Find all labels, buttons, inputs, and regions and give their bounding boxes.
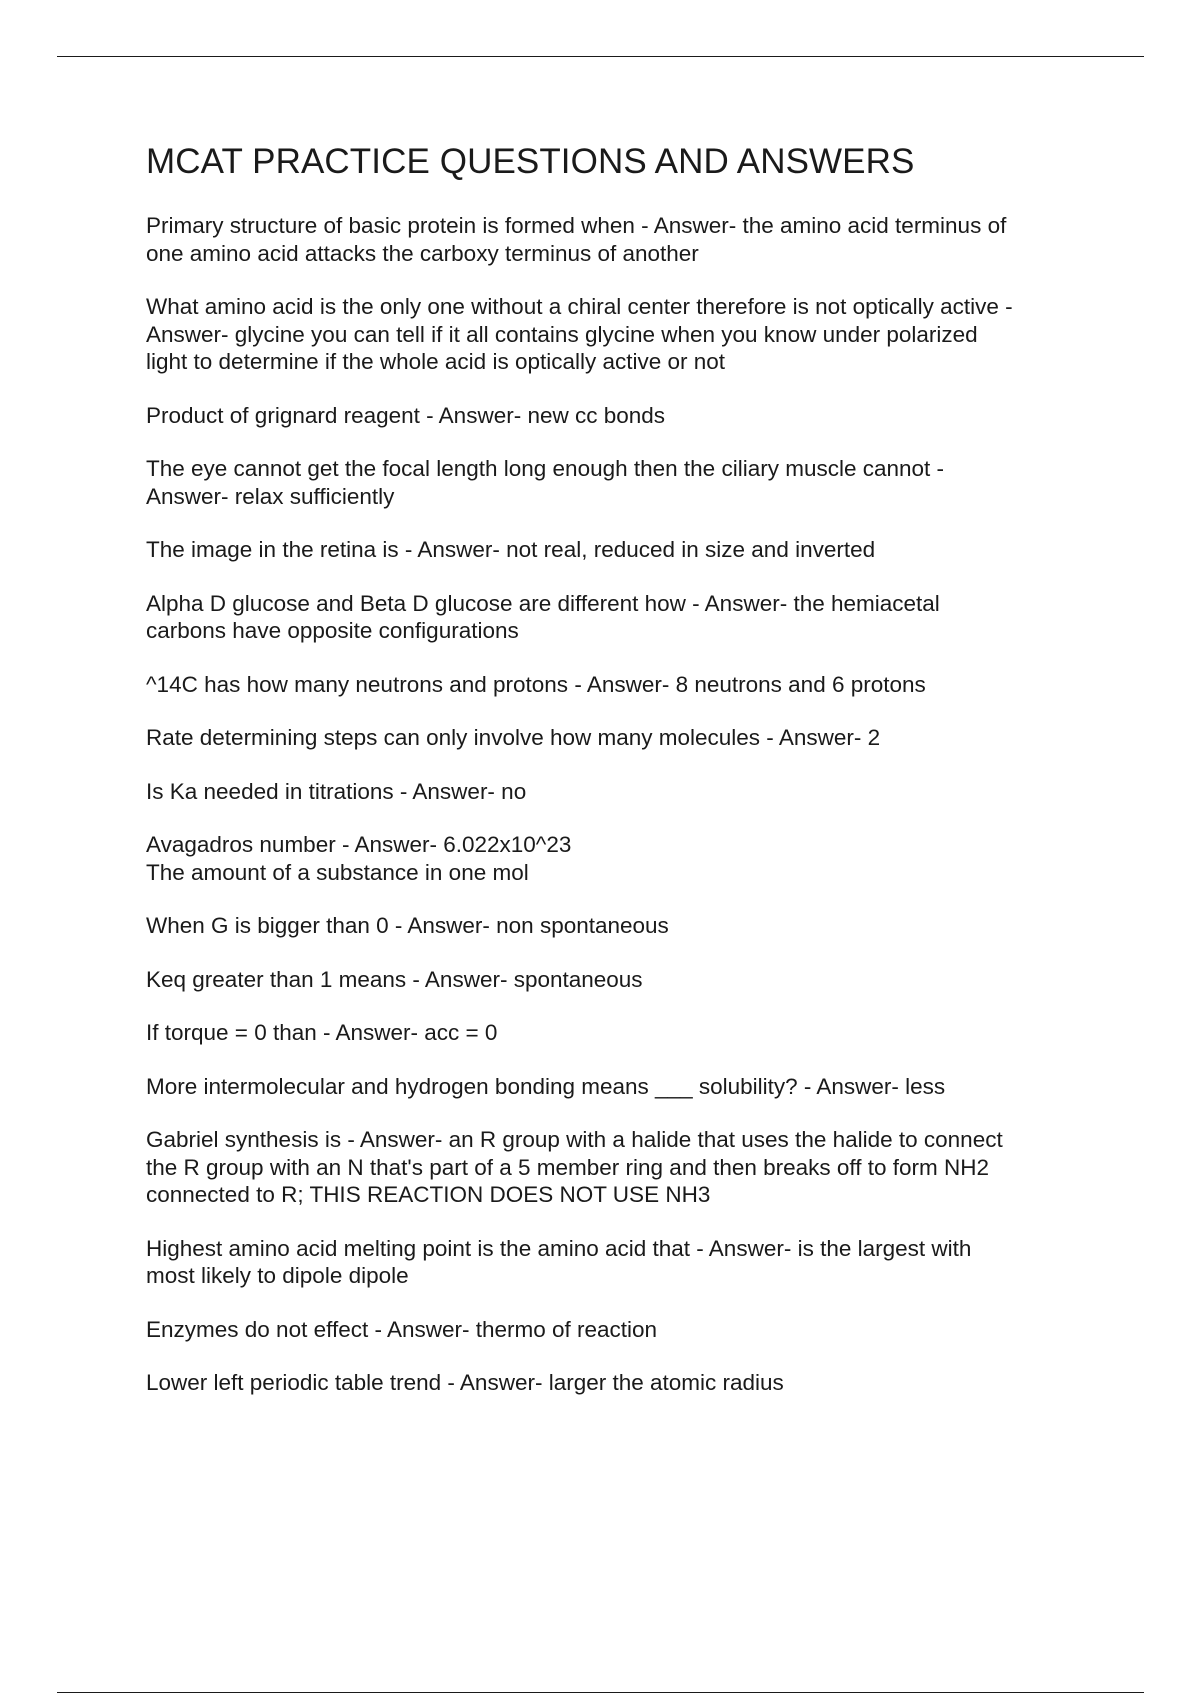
qa-line: light to determine if the whole acid is optically active or not (146, 349, 726, 374)
qa-item (146, 966, 1086, 994)
qa-line: one amino acid attacks the carboxy terminus of another (146, 240, 699, 266)
qa-line: More intermolecular and hydrogen bonding means ___ solubility? - Answer- less (146, 1073, 946, 1099)
qa-item (146, 1235, 1086, 1290)
qa-item (146, 671, 1086, 699)
qa-line: Enzymes do not effect - Answer- thermo of reaction (146, 1316, 658, 1342)
qa-line: Product of grignard reagent - Answer- new cc bonds (146, 402, 666, 428)
qa-item (146, 1073, 1086, 1101)
document-body (146, 140, 1086, 1423)
qa-line: Lower left periodic table trend - Answer- larger the atomic radius (146, 1370, 784, 1395)
qa-list (146, 212, 1086, 1397)
qa-line: Avagadros number - Answer- 6.022x10^23 (146, 832, 572, 857)
qa-line: carbons have opposite configurations (146, 618, 519, 643)
qa-item (146, 1369, 1086, 1397)
qa-line: Answer- relax sufficiently (146, 483, 395, 509)
qa-item (146, 778, 1086, 806)
qa-line: the R group with an N that's part of a 5 member ring and then breaks off to form NH2 (146, 1154, 990, 1180)
qa-item (146, 455, 1086, 510)
qa-line: Keq greater than 1 means - Answer- spontaneous (146, 966, 643, 992)
bottom-rule (57, 1692, 1144, 1693)
qa-line: Is Ka needed in titrations - Answer- no (146, 778, 527, 804)
qa-line: Primary structure of basic protein is formed when - Answer- the amino acid terminus of (146, 213, 1007, 238)
qa-line: Answer- glycine you can tell if it all contains glycine when you know under polarized (146, 321, 978, 347)
qa-item (146, 1019, 1086, 1047)
qa-line: If torque = 0 than - Answer- acc = 0 (146, 1020, 498, 1045)
qa-item (146, 212, 1086, 267)
qa-item (146, 724, 1086, 752)
qa-line: ^14C has how many neutrons and protons - Answer- 8 neutrons and 6 protons (146, 671, 926, 697)
qa-item (146, 590, 1086, 645)
qa-item (146, 1316, 1086, 1344)
qa-line: most likely to dipole dipole (146, 1263, 409, 1288)
qa-item (146, 1126, 1086, 1209)
qa-line: connected to R; THIS REACTION DOES NOT USE NH3 (146, 1182, 711, 1207)
qa-line: The image in the retina is - Answer- not real, reduced in size and inverted (146, 537, 876, 562)
qa-line: Highest amino acid melting point is the amino acid that - Answer- is the largest with (146, 1235, 972, 1261)
qa-line: The amount of a substance in one mol (146, 859, 529, 885)
qa-line: When G is bigger than 0 - Answer- non spontaneous (146, 913, 669, 938)
qa-line: Gabriel synthesis is - Answer- an R group with a halide that uses the halide to connect (146, 1127, 1003, 1152)
top-rule (57, 56, 1144, 57)
qa-line: What amino acid is the only one without a chiral center therefore is not optically active - (146, 294, 1013, 319)
qa-item (146, 293, 1086, 376)
qa-item (146, 402, 1086, 430)
qa-item (146, 536, 1086, 564)
qa-item (146, 912, 1086, 940)
document-title: MCAT PRACTICE QUESTIONS AND ANSWERS (146, 142, 915, 181)
qa-line: Alpha D glucose and Beta D glucose are different how - Answer- the hemiacetal (146, 590, 940, 616)
qa-line: Rate determining steps can only involve how many molecules - Answer- 2 (146, 725, 881, 750)
qa-item (146, 831, 1086, 886)
qa-line: The eye cannot get the focal length long enough then the ciliary muscle cannot - (146, 456, 945, 481)
